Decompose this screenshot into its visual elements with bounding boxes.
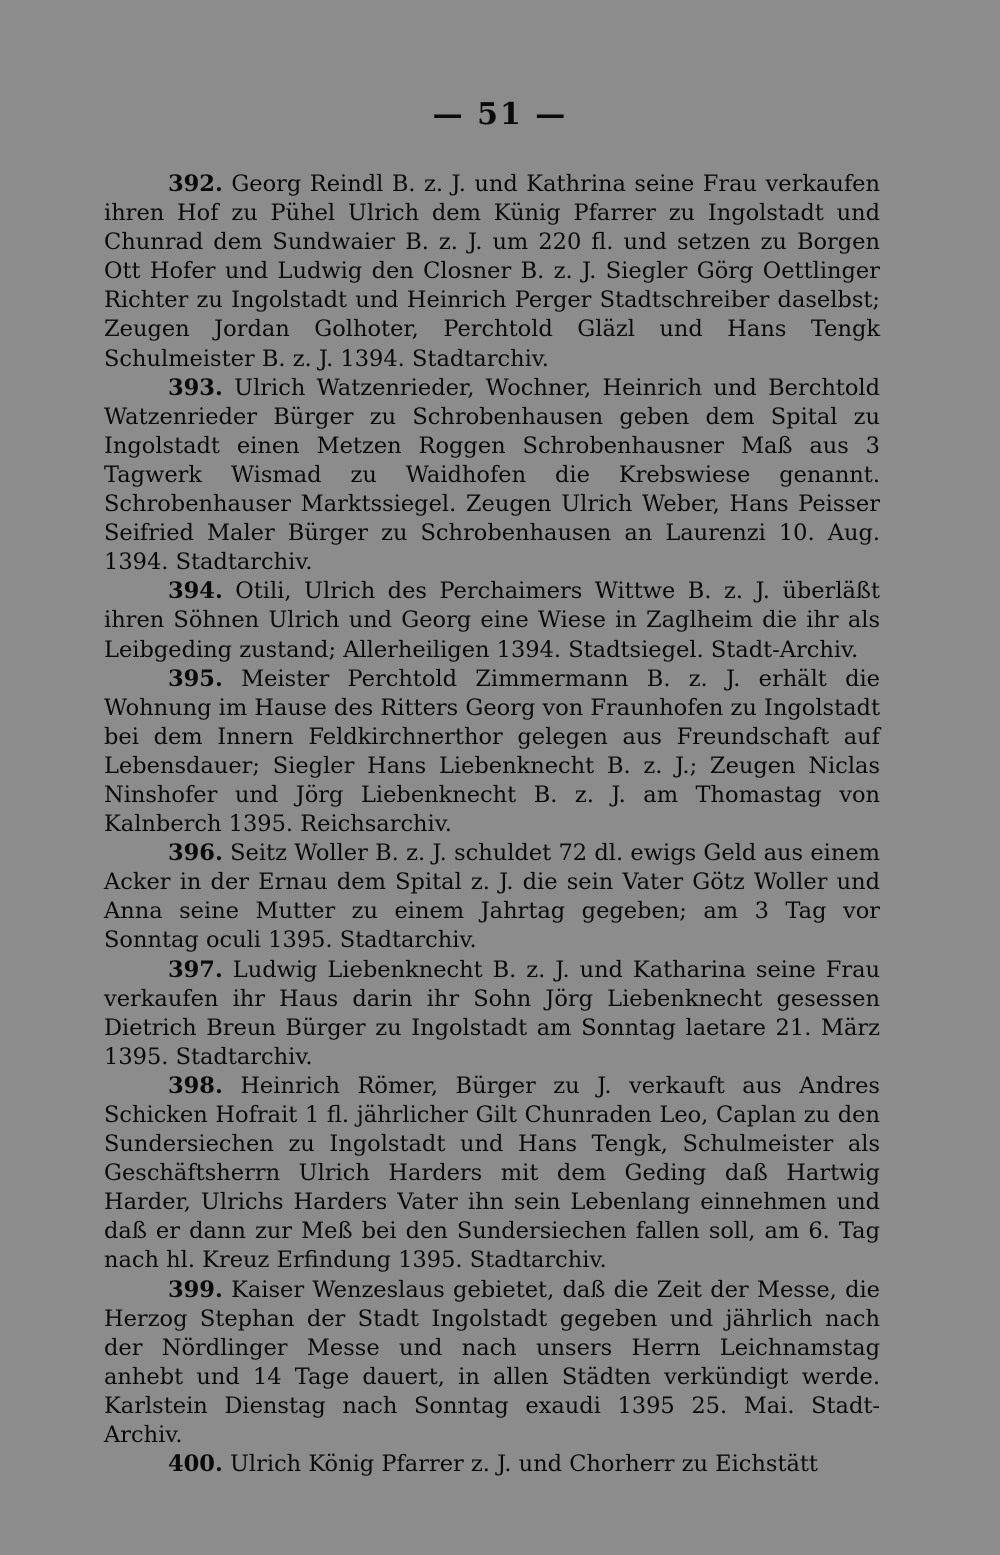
entry-list [104,170,880,1479]
entry-396 [104,839,880,955]
entry-395 [104,665,880,840]
entry-text: Kaiser Wenzeslaus gebietet, daß die Zeit der Messe, die Herzog Stephan der Stadt Ingolstadt gegeben und jährlich nach der Nördlinger Messe und nach unsers Herrn Leichnamstag anhebt und 14 Tage dauert, in allen Städten verkündigt werde. Karlstein Dienstag nach Sonntag exaudi 1395 25. Mai. Stadt-Archiv. [104,1276,880,1449]
entry-399 [104,1276,880,1451]
entry-text: Heinrich Römer, Bürger zu J. verkauft aus Andres Schicken Hofrait 1 fl. jährlicher Gilt Chunraden Leo, Caplan zu den Sundersiechen zu Ingolstadt und Hans Tengk, Schulmeister als Geschäftsherrn Ulrich Harders mit dem Geding daß Hartwig Harder, Ulrichs Harders Vater ihn sein Lebenlang einnehmen und daß er dann zur Meß bei den Sundersiechen fallen soll, am 6. Tag nach hl. Kreuz Erfindung 1395. Stadtarchiv. [104,1072,880,1274]
entry-397 [104,956,880,1072]
entry-number: 395. [168,665,223,692]
entry-392 [104,170,880,374]
entry-text: Meister Perchtold Zimmermann B. z. J. erhält die Wohnung im Hause des Ritters Georg von Fraunhofen zu Ingolstadt bei dem Innern Feldkirchnerthor gelegen aus Freundschaft auf Lebensdauer; Siegler Hans Liebenknecht B. z. J.; Zeugen Niclas Ninshofer und Jörg Liebenknecht B. z. J. am Thomastag von Kalnberch 1395. Reichsarchiv. [104,665,880,838]
entry-number: 399. [168,1276,223,1303]
entry-398 [104,1072,880,1276]
entry-number: 398. [168,1072,223,1099]
entry-394 [104,577,880,664]
entry-number: 394. [168,578,223,605]
document-page [104,97,881,1540]
entry-text: Georg Reindl B. z. J. und Kathrina seine Frau verkaufen ihren Hof zu Pühel Ulrich dem Künig Pfarrer zu Ingolstadt und Chunrad dem Sundwaier B. z. J. um 220 fl. und setzen zu Borgen Ott Hofer und Ludwig den Closner B. z. J. Siegler Görg Oettlinger Richter zu Ingolstadt und Heinrich Perger Stadtschreiber daselbst; Zeugen Jordan Golhoter, Perchtold Gläzl und Hans Tengk Schulmeister B. z. J. 1394. Stadtarchiv. [104,171,880,372]
entry-text: Otili, Ulrich des Perchaimers Wittwe B. z. J. überläßt ihren Söhnen Ulrich und Georg eine Wiese in Zaglheim die ihr als Leibgeding zustand; Allerheiligen 1394. Stadtsiegel. Stadt-Archiv. [104,578,880,663]
entry-text: Ulrich König Pfarrer z. J. und Chorherr zu Eichstätt [229,1451,818,1478]
entry-number: 397. [168,956,223,983]
entry-text: Ulrich Watzenrieder, Wochner, Heinrich und Berchtold Watzenrieder Bürger zu Schrobenhausen geben dem Spital zu Ingolstadt einen Metzen Roggen Schrobenhausner Maß aus 3 Tagwerk Wismad zu Waidhofen die Krebswiese genannt. Schrobenhauser Marktssiegel. Zeugen Ulrich Weber, Hans Peisser Seifried Maler Bürger zu Schrobenhausen an Laurenzi 10. Aug. 1394. Stadtarchiv. [104,374,880,576]
entry-number: 396. [168,840,223,867]
page-number: — 51 — [432,97,568,132]
entry-text: Ludwig Liebenknecht B. z. J. und Katharina seine Frau verkaufen ihr Haus darin ihr Sohn Jörg Liebenknecht gesessen Dietrich Breun Bürger zu Ingolstadt am Sonntag laetare 21. März 1395. Stadtarchiv. [104,956,880,1070]
entry-text: Seitz Woller B. z. J. schuldet 72 dl. ewigs Geld aus einem Acker in der Ernau dem Spital z. J. die sein Vater Götz Woller und Anna seine Mutter zu einem Jahrtag gegeben; am 3 Tag vor Sonntag oculi 1395. Stadtarchiv. [104,840,881,954]
entry-number: 400. [168,1451,223,1478]
entry-number: 393. [168,374,223,401]
entry-number: 392. [168,171,223,197]
entry-400 [104,1450,880,1479]
entry-393 [104,374,880,578]
